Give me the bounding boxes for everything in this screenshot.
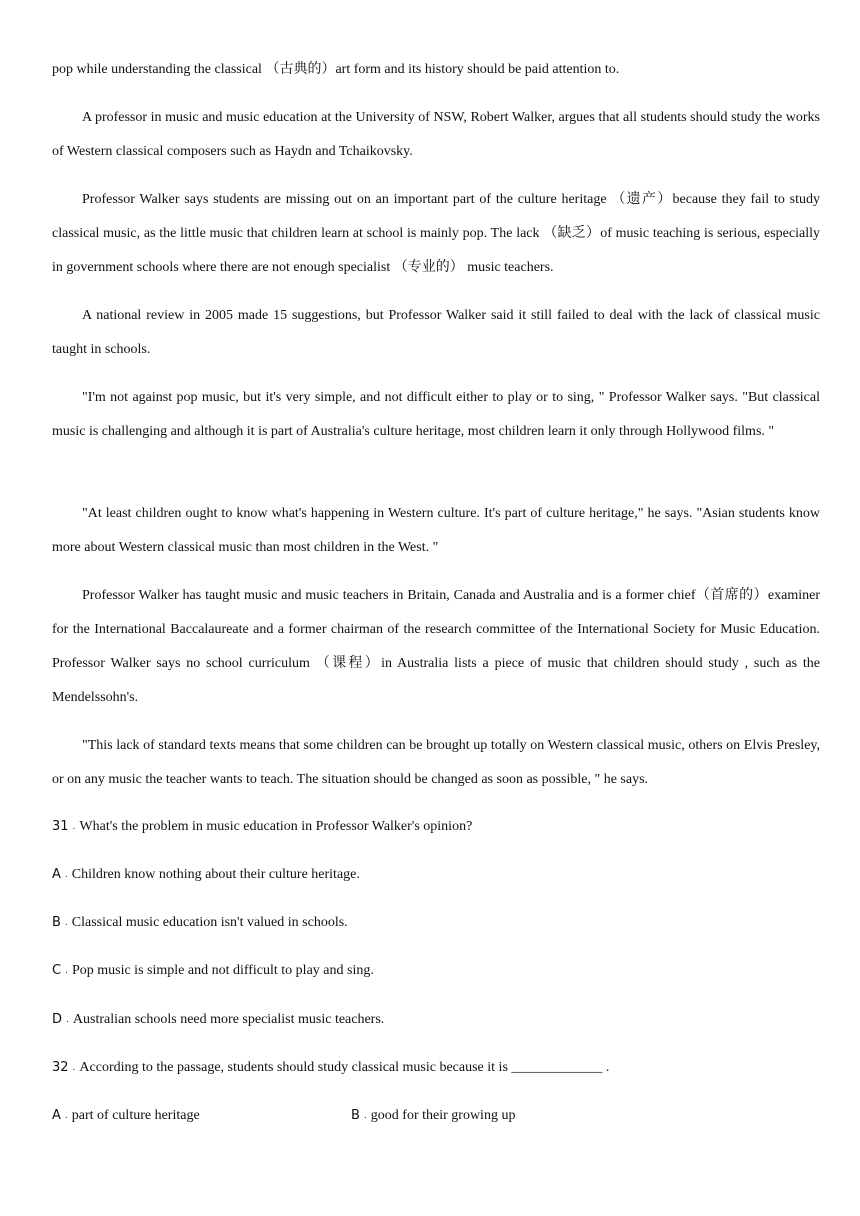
option-letter: C <box>52 963 62 978</box>
option-letter: B <box>351 1108 360 1123</box>
question-32-option-a <box>52 1106 200 1127</box>
question-31-option-c <box>52 961 374 982</box>
option-text: Children know nothing about their culture heritage. <box>71 867 360 882</box>
question-31-option-b <box>52 913 348 934</box>
option-text: part of culture heritage <box>71 1108 200 1123</box>
passage-paragraph-3: Professor Walker says students are missing out on an important part of the culture heritage （遗产）because they fail to study classical music, as the little music that children learn at school is mainly pop. The lack （缺乏）of music teaching is serious, especially in government schools where there are not enough specialist （专业的） music teachers. <box>52 192 820 275</box>
passage-paragraph-4: A national review in 2005 made 15 suggestions, but Professor Walker said it still failed to deal with the lack of classical music taught in schools. <box>52 308 820 357</box>
question-31-option-d <box>52 1010 384 1031</box>
separator: . <box>64 918 68 928</box>
question-number: 32 <box>52 1060 69 1075</box>
separator: . <box>72 822 76 832</box>
separator: . <box>66 1015 69 1025</box>
separator: . <box>64 1111 68 1121</box>
question-32-stem <box>52 1058 609 1079</box>
passage-paragraph-2: A professor in music and music education at the University of NSW, Robert Walker, argues that all students should study the works of Western classical composers such as Haydn and Tchaikovsky. <box>52 110 820 159</box>
option-text: Australian schools need more specialist music teachers. <box>72 1012 385 1027</box>
separator: . <box>65 966 68 976</box>
passage-paragraph-1: pop while understanding the classical （古典的）art form and its history should be paid attention to. <box>52 62 620 77</box>
question-text: What's the problem in music education in Professor Walker's opinion? <box>79 819 473 834</box>
option-text: good for their growing up <box>370 1108 516 1123</box>
separator: . <box>64 870 68 880</box>
question-32-option-b <box>351 1106 515 1127</box>
separator: . <box>72 1063 76 1073</box>
option-letter: A <box>52 867 61 882</box>
passage-paragraph-8: "This lack of standard texts means that some children can be brought up totally on Western classical music, others on Elvis Presley, or on any music the teacher wants to teach. The situation should be changed as soon as possible, " he says. <box>52 738 820 787</box>
option-letter: B <box>52 915 61 930</box>
passage-paragraph-5: "I'm not against pop music, but it's very simple, and not difficult either to play or to sing, " Professor Walker says. "But classical music is challenging and although it is part of Australia's culture heritage, most children learn it only through Hollywood films. " <box>52 390 820 439</box>
question-31-stem <box>52 817 472 838</box>
option-letter: A <box>52 1108 61 1123</box>
passage-paragraph-6: "At least children ought to know what's happening in Western culture. It's part of culture heritage," he says. "Asian students know more about Western classical music than most children in the West. " <box>52 506 820 555</box>
separator: . <box>363 1111 367 1121</box>
question-number: 31 <box>52 819 69 834</box>
question-31-option-a <box>52 865 360 886</box>
option-text: Pop music is simple and not difficult to play and sing. <box>71 963 374 978</box>
passage-paragraph-7: Professor Walker has taught music and music teachers in Britain, Canada and Australia and is a former chief（首席的）examiner for the International Baccalaureate and a former chairman of the research committee of the International Society for Music Education. Professor Walker says no school curriculum （课程）in Australia lists a piece of music that children should study , such as the Mendelssohn's. <box>52 588 820 705</box>
option-text: Classical music education isn't valued in schools. <box>71 915 348 930</box>
question-text: According to the passage, students should study classical music because it is _____________ . <box>79 1060 610 1075</box>
option-letter: D <box>52 1012 63 1027</box>
